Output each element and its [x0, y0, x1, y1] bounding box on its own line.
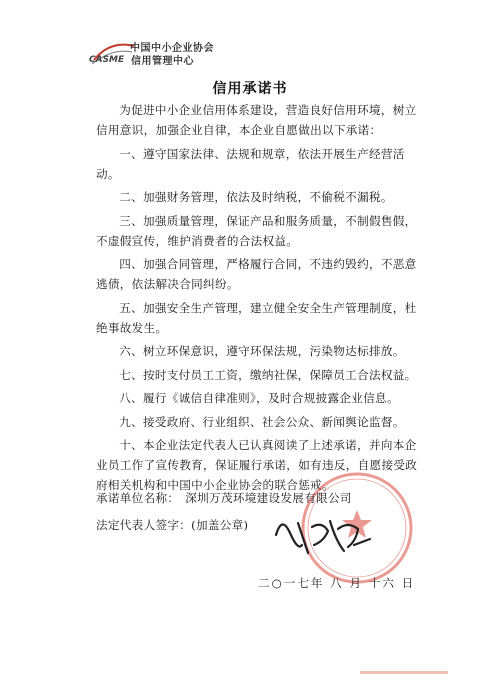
- commitment-item-10: 十、本企业法定代表人已认真阅读了上述承诺，并向本企业员工作了宣传教育，保证履行承诺，如有违反，自愿接受政府相关机构和中国中小企业协会的联合惩戒。: [96, 438, 418, 492]
- unit-name-value: 深圳万茂环境建设发展有限公司: [185, 491, 352, 505]
- intro-paragraph: 为促进中小企业信用体系建设，营造良好信用环境，树立信用意识，加强企业自律，本企业自愿做出以下承诺：: [96, 103, 417, 137]
- handwritten-signature: [268, 505, 378, 565]
- center-name: 信用管理中心: [131, 56, 194, 67]
- page-title: 信用承诺书: [212, 81, 288, 97]
- unit-name-label: 承诺单位名称：: [96, 491, 180, 505]
- unit-name-row: [96, 490, 352, 506]
- signing-date: 二○一七年 八 月 十六 日: [258, 576, 416, 590]
- org-logo: [88, 40, 288, 74]
- commitment-item-5: 五、加强安全生产管理，建立健全安全生产管理制度，杜绝事故发生。: [96, 300, 417, 335]
- representative-label: 法定代表人签字：: [96, 518, 192, 532]
- commitment-item-4: 四、加强合同管理，严格履行合同，不违约毁约，不恶意逃债，依法解决合同纠纷。: [96, 257, 417, 291]
- commitment-item-1: 一、遵守国家法律、法规和规章，依法开展生产经营活动。: [96, 146, 405, 181]
- commitment-item-9: 九、接受政府、行业组织、社会公众、新闻舆论监督。: [119, 414, 405, 429]
- org-name: 中国中小企业协会: [130, 43, 214, 54]
- commitment-item-8: 八、履行《诚信自律准则》，及时合规披露企业信息。: [119, 391, 399, 405]
- seal-note: (加盖公章): [191, 518, 249, 532]
- commitment-item-2: 二、加强财务管理，依法及时纳税，不偷税不漏税。: [119, 190, 393, 204]
- bleedthrough-text-decoration: [360, 666, 450, 680]
- commitment-item-7: 七、按时支付员工工资，缴纳社保，保障员工合法权益。: [119, 367, 417, 382]
- commitment-body: [96, 100, 426, 499]
- logo-mark-text: CASME: [89, 55, 125, 65]
- commitment-item-6: 六、树立环保意识，遵守环保法规，污染物达标排放。: [119, 344, 405, 358]
- commitment-item-3: 三、加强质量管理，保证产品和服务质量，不制假售假，不虚假宣传，维护消费者的合法权益。: [96, 213, 417, 248]
- representative-row: [96, 517, 248, 533]
